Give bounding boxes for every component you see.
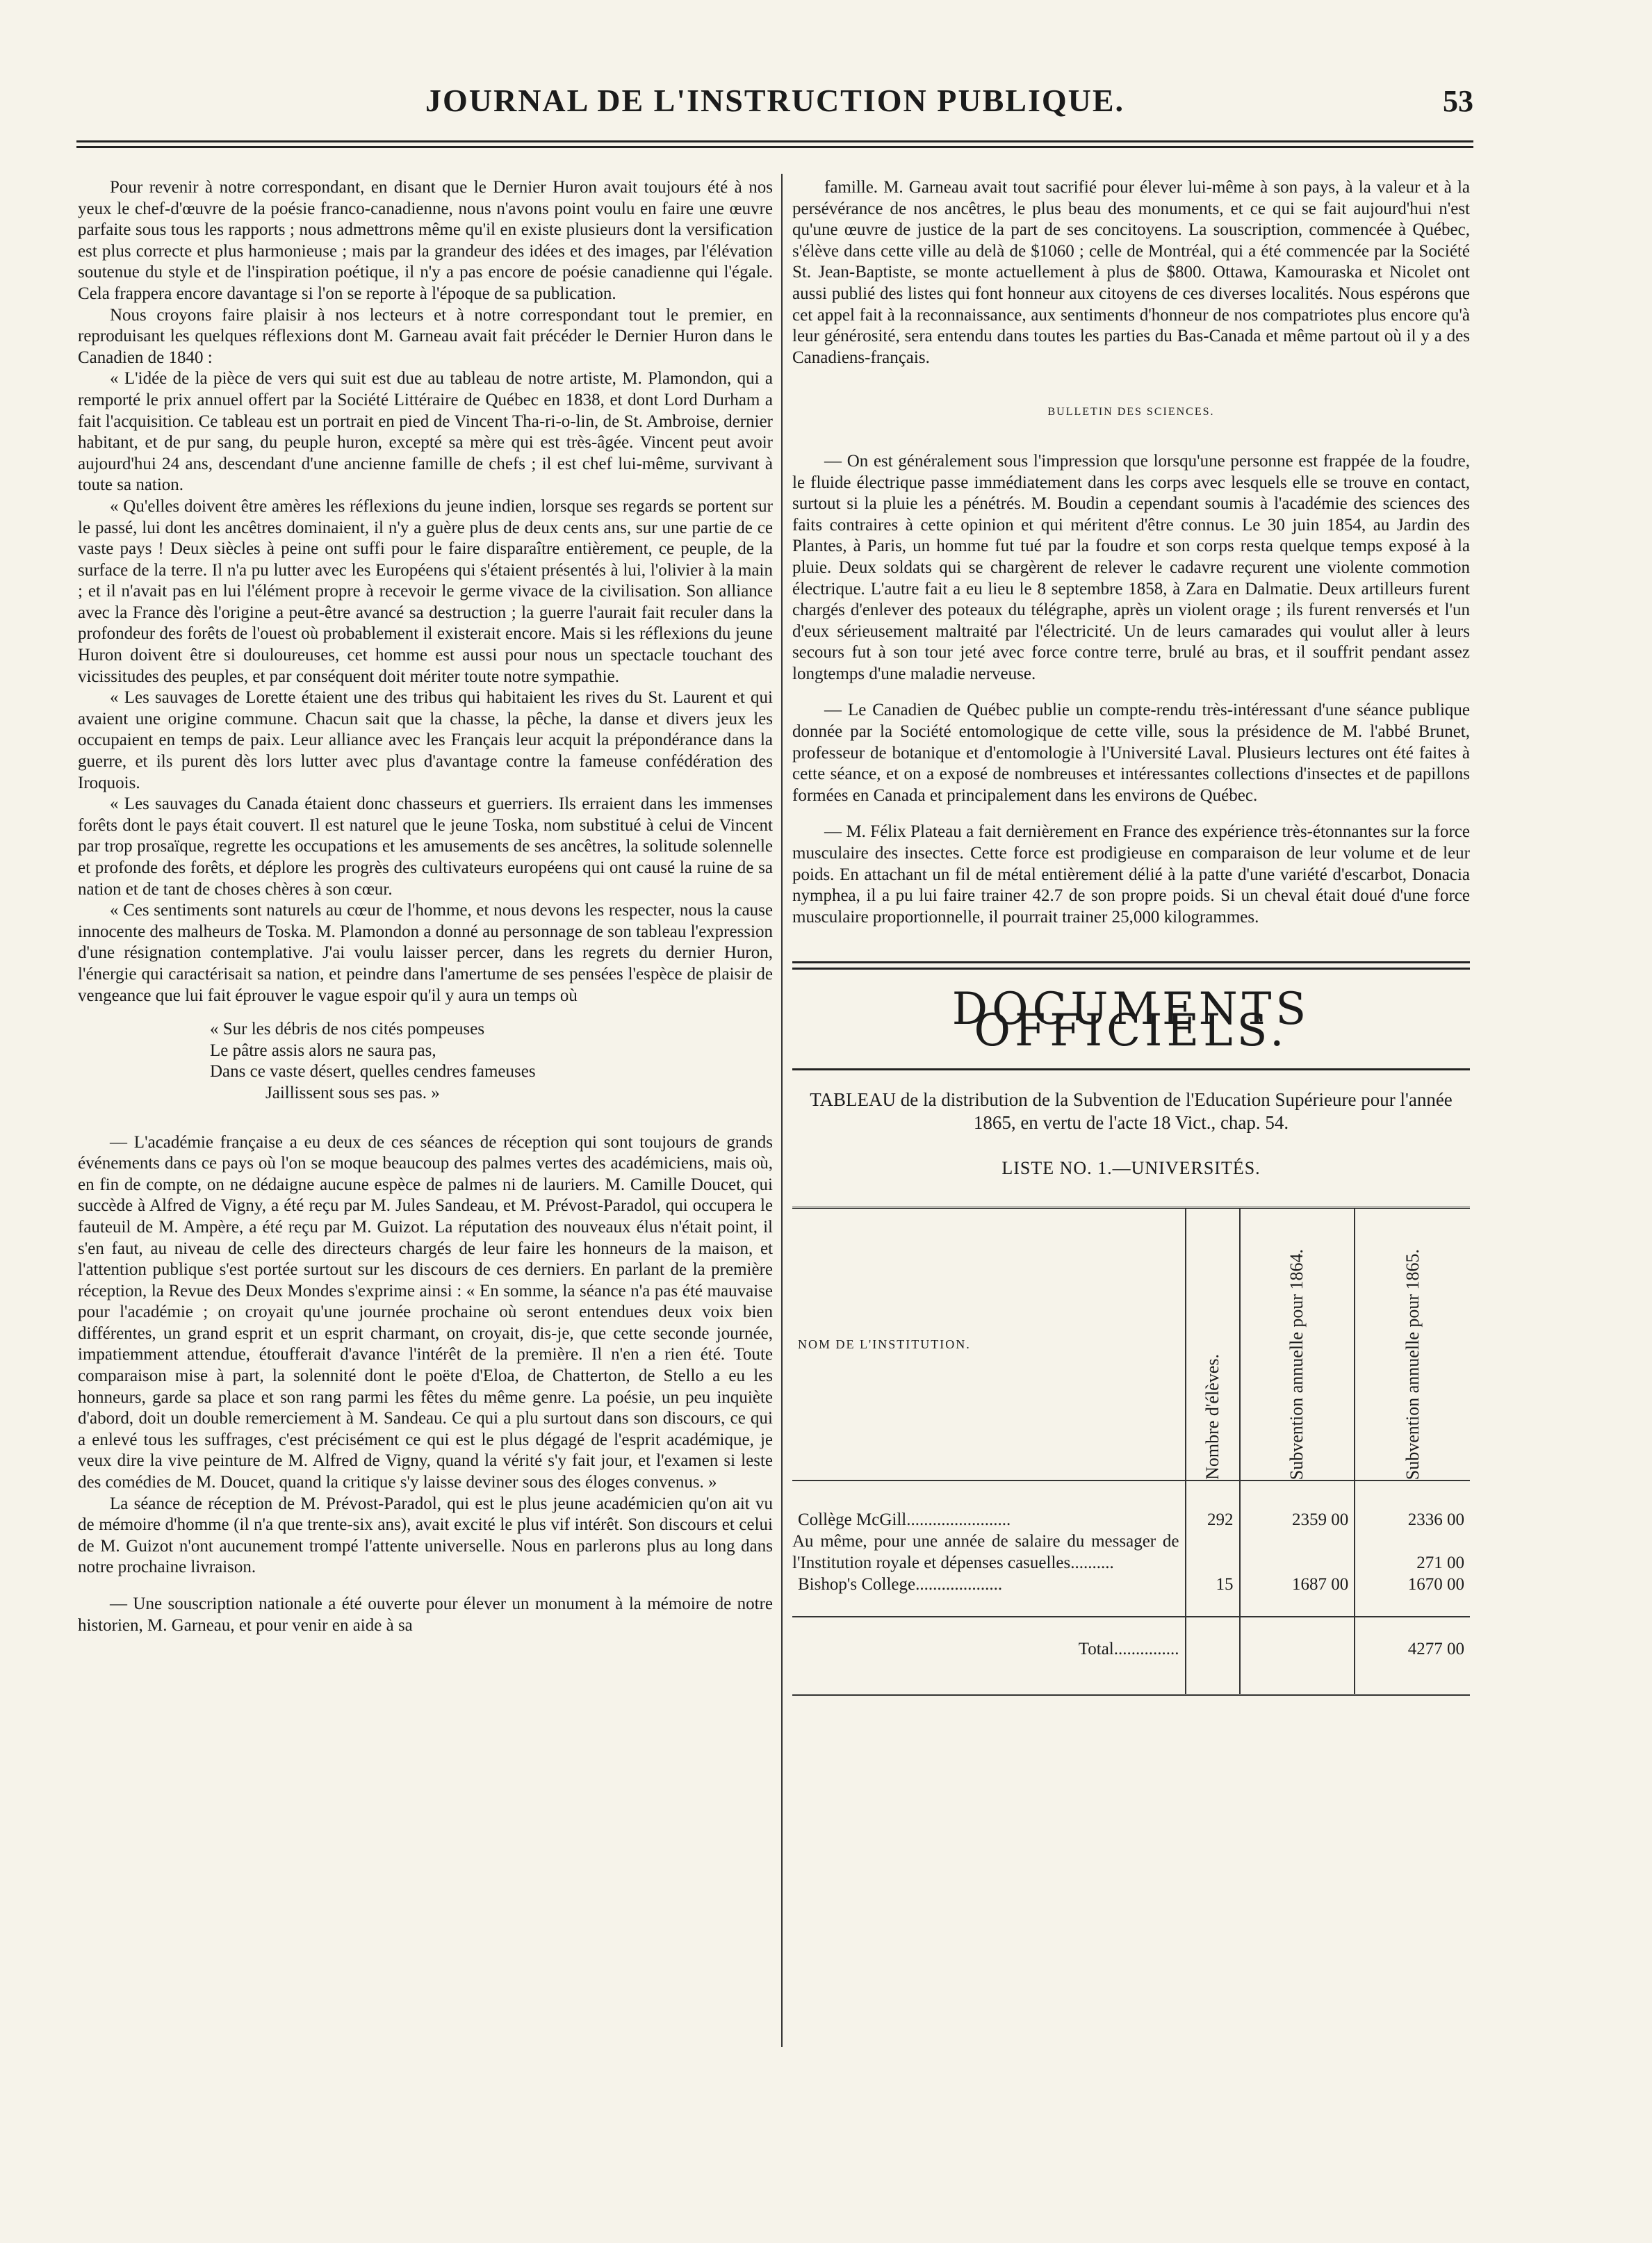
section-rule — [792, 968, 1470, 970]
table-row: Au même, pour une année de salaire du messager de l'Institution royale et dépenses casuelles.......... 271 00 — [792, 1531, 1470, 1574]
list-heading: LISTE NO. 1.—UNIVERSITÉS. — [1001, 1157, 1261, 1178]
paragraph: « Les sauvages de Lorette étaient une des tribus qui habitaient les rives du St. Laurent et qui avaient une origine commune. Chacun sait que la chasse, la pêche, la danse et divers jeux les occupaient en temps de paix. Leur alliance avec les Français leur acquit la prépondérance dans la guerre, et ils purent dès lors lutter avec plus d'avantage contre la fameuse confédération des Iroquois. — [78, 688, 773, 792]
section-rule — [792, 961, 1470, 963]
journal-title: JOURNAL DE L'INSTRUCTION PUBLIQUE. — [425, 83, 1125, 118]
table-row: Bishop's College.................... 15 1687 00 1670 00 — [792, 1574, 1470, 1595]
table-row: Collège McGill........................ 292 2359 00 2336 00 — [792, 1509, 1470, 1531]
page-number: 53 — [1443, 84, 1473, 118]
column-header-1865: Subvention annuelle pour 1865. — [1355, 1208, 1470, 1481]
page-header — [76, 82, 1473, 138]
right-column — [792, 177, 1470, 1696]
paragraph: « Ces sentiments sont naturels au cœur de l'homme, et nous devons les respecter, nous la cause innocente des malheurs de Toska. M. Plamondon a donné au personnage de son tableau l'expression d'une résignation contemplative. J'ai voulu laisser percer, dans les regrets du dernier Huron, l'énergie qui caractérisait sa nation, et peindre dans l'amertume de ses pensées l'espèce de plaisir de vengeance que lui fait éprouver le vague espoir qu'il y aura un temps où — [78, 901, 773, 1005]
paragraph: — On est généralement sous l'impression que lorsqu'une personne est frappée de la foudre, le fluide électrique passe immédiatement dans les corps avec lesquels elle se trouve en contact, surtout si la pluie les a pénétrés. M. Boudin a cependant soumis à l'académie des sciences des faits contraires à cette opinion et qui méritent d'être connus. Le 30 juin 1854, au Jardin des Plantes, à Paris, un homme fut tué par la foudre et son corps resta quelque temps exposé à la pluie. Deux soldats qui se chargèrent de relever le cadavre reçurent une violente commotion électrique. L'autre fait a eu lieu le 8 septembre 1858, à Zara en Dalmatie. Deux artilleurs furent chargés d'enlever des poteaux du télégraphe, après un violent orage ; ils furent renversés et l'un d'eux sérieusement maltraité par l'électricité. Un de leurs camarades qui voulut aller à leurs secours fut à son tour jeté avec force contre terre, brulé au bras, et il souffrit pendant assez longtemps d'une maladie nerveuse. — [792, 451, 1470, 683]
paragraph: — M. Félix Plateau a fait dernièrement en France des expérience très-étonnantes sur la force musculaire des insectes. Cette force est prodigieuse en comparaison de leur volume et de leur poids. En attachant un fil de métal entièrement délié à la patte d'une variété d'escarbot, Donacia nymphea, il a pu lui faire trainer 42.7 de son propre poids. Si un cheval était doué d'une force musculaire proportionnelle, il pourrait trainer 25,000 kilogrammes. — [792, 822, 1470, 927]
paragraph: Nous croyons faire plaisir à nos lecteurs et à notre correspondant tout le premier, en reproduisant les quelques réflexions dont M. Garneau avait fait précéder le Dernier Huron dans le Canadien de 1840 : — [78, 305, 773, 367]
poem-line: « Sur les débris de nos cités pompeuses — [210, 1020, 485, 1039]
paragraph: Pour revenir à notre correspondant, en disant que le Dernier Huron avait toujours été à nos yeux le chef-d'œuvre de la poésie franco-canadienne, nous n'avons point voulu en faire une œuvre parfaite sous tous les rapports ; nous admettrons même qu'il en existe plusieurs dont la versification est plus correcte et plus harmonieuse ; mais par la grandeur des idées et des images, par l'élévation soutenue du style et de l'inspiration poétique, il n'y a pas encore de poésie canadienne qui l'égale. Cela frappera encore davantage si l'on se reporte à l'époque de sa publication. — [78, 178, 773, 303]
column-header-eleves: Nombre d'élèves. — [1186, 1208, 1240, 1481]
paragraph: — Une souscription nationale a été ouverte pour élever un monument à la mémoire de notre historien, M. Garneau, et pour venir en aide à sa — [78, 1594, 773, 1635]
bulletin-heading: BULLETIN DES SCIENCES. — [1047, 406, 1215, 418]
paragraph: « L'idée de la pièce de vers qui suit est due au tableau de notre artiste, M. Plamondon, qui a remporté le prix annuel offert par la Société Littéraire de Québec en 1838, et dont Lord Durham a fait l'acquisition. Ce tableau est un portrait en pied de Vincent Tha-ri-o-lin, de St. Ambroise, dernier habitant, et de pur sang, du peuple huron, excepté sa mère qui est très-âgée. Vincent peut avoir aujourd'hui 24 ans, descendant d'une ancienne famille de chefs ; il est chef lui-même, survivant à toute sa nation. — [78, 369, 773, 495]
column-divider — [781, 174, 783, 2047]
poem-quote — [210, 1019, 773, 1104]
paragraph: « Les sauvages du Canada étaient donc chasseurs et guerriers. Ils erraient dans les immenses forêts dont le pays était couvert. Il est naturel que le jeune Toska, nom substitué à celui de Vincent par trop prosaïque, regrette les occupations et les amusements de ses ancêtres, la solitude solennelle et profonde des forêts, et déplore les progrès des cultivateurs européens qui ont causé la ruine de sa nation et de tant de choses chères à son cœur. — [78, 794, 773, 899]
header-rule-bottom — [76, 146, 1473, 148]
total-label: Total — [1078, 1639, 1114, 1658]
header-rule-top — [76, 140, 1473, 142]
paragraph: « Qu'elles doivent être amères les réflexions du jeune indien, lorsque ses regards se portent sur le passé, lui dont les ancêtres dominaient, il n'y a guère plus de deux cents ans, sur une partie de ce vaste pays ! Deux siècles à peine ont suffi pour le faire disparaître entièrement, ce peuple, de la surface de la terre. Il n'a pu lutter avec les Européens qui s'étaient présentés à lui, l'olivier à la main ; et il n'avait pas en lui l'élément propre à recevoir le germe vivace de la civilisation. Son alliance avec la France dès l'origine a peut-être avancé sa destruction ; la guerre l'aurait fait reculer dans la profondeur des forêts de l'ouest où probablement il existerait encore. Mais si les réflexions du jeune Huron doivent être si douloureuses, cet homme est aussi pour nous un spectacle touchant des vicissitudes des peuples, et par conséquent doit mériter toute notre sympathie. — [78, 496, 773, 686]
poem-line: Jaillissent sous ses pas. » — [265, 1083, 440, 1102]
poem-line: Le pâtre assis alors ne saura pas, — [210, 1041, 436, 1060]
documents-heading: DOCUMENTS OFFICIELS. — [951, 984, 1311, 1057]
total-row: Total............... 4277 00 — [792, 1617, 1470, 1680]
paragraph: — L'académie française a eu deux de ces séances de réception qui sont toujours de grands événements dans ce pays où l'on se moque beaucoup des palmes vertes des académiciens, mais où, en fin de compte, on ne dédaigne aucune espèce de palmes ni de lauriers. M. Camille Doucet, qui succède à Alfred de Vigny, a été reçu par M. Jules Sandeau, et M. Prévost-Paradol, qui occupera le fauteuil de M. Ampère, a été reçu par M. Guizot. La réputation des nouveaux élus n'était point, il s'en faut, au niveau de celle des directeurs chargés de leur faire les honneurs de la maison, et l'attention publique s'est portée surtout sur les discours de ces derniers. En parlant de la première réception, la Revue des Deux Mondes s'exprime ainsi : « En somme, la séance n'a pas été mauvaise pour l'académie ; on croyait qu'une journée prochaine où seront entendues deux voix bien différentes, un grand esprit et un esprit charmant, on croyait, dis-je, que cette seconde journée, impatiemment attendue, étoufferait d'avance l'intérêt de la première. Il n'en a rien été. Toute comparaison mise à part, la solennité dont le poëte d'Eloa, de Chatterton, de Stello a eu les honneurs, garde sa place et son rang parmi les fêtes du même genre. La poésie, un peu inquiète d'abord, doit un double remerciement à M. Sandeau. Ce qui a plu surtout dans son discours, ce qui a enlevé tous les suffrages, c'est précisément ce qui est le plus dégagé de l'esprit académique, je veux dire la vive peinture de M. Alfred de Vigny, quand la vérité s'y fait jour, et l'examen si leste des comédies de M. Doucet, quand la critique s'y laisse deviner sous des éloges convenus. » — [78, 1132, 773, 1492]
column-header-1864: Subvention annuelle pour 1864. — [1240, 1208, 1355, 1481]
paragraph: — Le Canadien de Québec publie un compte-rendu très-intéressant d'une séance publique donnée par la Société entomologique de cette ville, sous la présidence de M. l'abbé Brunet, professeur de botanique et d'entomologie à l'Université Laval. Plusieurs lectures ont été faites à cette séance, et on a exposé de nombreuses et intéressantes collections d'insectes et de papillons formées en Canada et principalement dans les environs de Québec. — [792, 701, 1470, 805]
poem-line: Dans ce vaste désert, quelles cendres fameuses — [210, 1062, 536, 1082]
total-value: 4277 00 — [1355, 1617, 1470, 1680]
table-title: TABLEAU de la distribution de la Subvention de l'Education Supérieure pour l'année 1865, en vertu de l'acte 18 Vict., chap. 54. — [810, 1088, 1453, 1133]
paragraph: famille. M. Garneau avait tout sacrifié pour élever lui-même à son pays, à la valeur et à la persévérance de nos ancêtres, le plus beau des monuments, et ce qui se fait aujourd'hui n'est qu'une œuvre de justice de la part de ses concitoyens. La souscription, commencée à Québec, s'élève dans cette ville au delà de $1060 ; celle de Montréal, qui a été commencée par la Société St. Jean-Baptiste, se monte actuellement à plus de $800. Ottawa, Kamouraska et Nicolet ont aussi publié des listes qui font honneur aux citoyens de ces diverses localités. Nous espérons que cet appel fait à la reconnaissance, aux sentiments d'honneur de nos compatriotes plus encore qu'à leur générosité, sera entendu dans toutes les parties du Bas-Canada et même partout où il y a des Canadiens-français. — [792, 178, 1470, 367]
section-rule — [792, 1068, 1470, 1070]
column-header-name: NOM DE L'INSTITUTION. — [792, 1208, 1186, 1481]
paragraph: La séance de réception de M. Prévost-Paradol, qui est le plus jeune académicien qu'on ait vu de mémoire d'homme (il n'a que trente-six ans), avait excité le plus vif intérêt. Son discours et celui de M. Guizot n'ont aucunement trompé l'attente universelle. Nous en parlerons plus au long dans notre prochaine livraison. — [78, 1494, 773, 1577]
left-column — [78, 177, 773, 1636]
subsidy-table — [792, 1207, 1470, 1696]
